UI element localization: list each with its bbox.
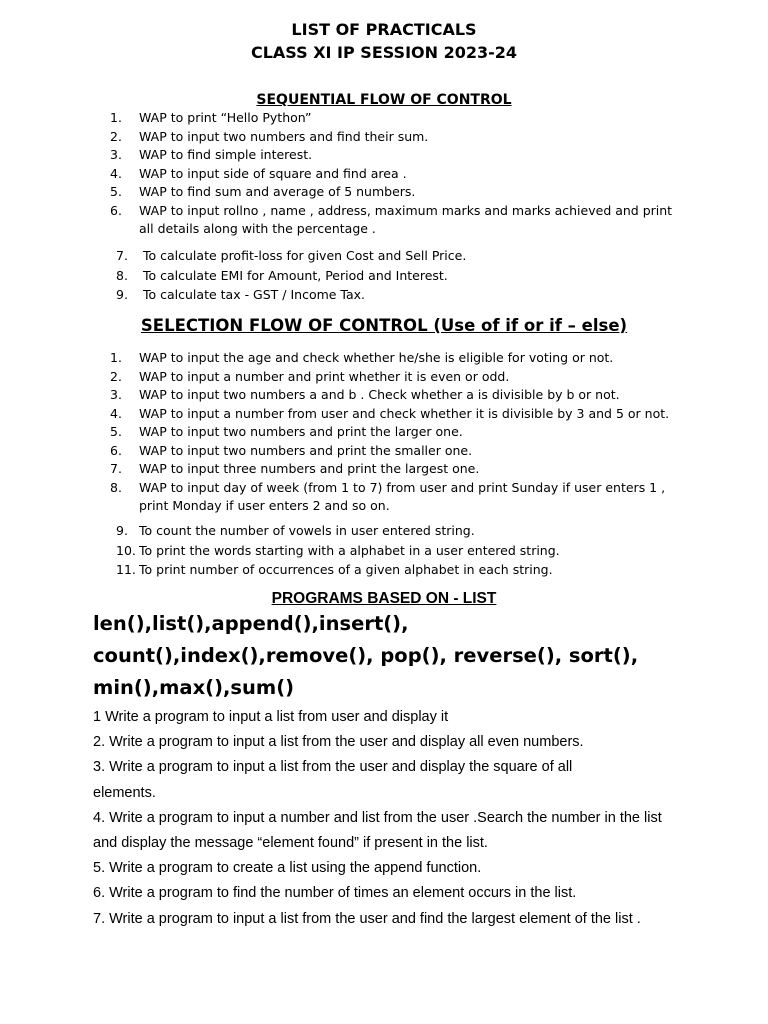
program-item: 1 Write a program to input a list from user and display it xyxy=(93,709,449,725)
list-item: 5. WAP to find sum and average of 5 numbers. xyxy=(110,184,416,199)
list-item: 11. To print number of occurrences of a given alphabet in each string. xyxy=(116,562,553,577)
list-item: 8. WAP to input day of week (from 1 to 7) from user and print Sunday if user enters 1 , print Monday if user enters 2 and so on. xyxy=(110,479,666,513)
list-item: 2. WAP to input two numbers and find their sum. xyxy=(110,128,429,144)
program-item: 7. Write a program to input a list from the user and find the largest element of the list . xyxy=(93,910,641,927)
selection-heading: SELECTION FLOW OF CONTROL (Use of if or if – else) xyxy=(140,316,628,335)
list-item: 6. WAP to input two numbers and print the smaller one. xyxy=(110,442,473,458)
page-title-line-1: LIST OF PRACTICALS xyxy=(291,20,477,39)
program-item: 5. Write a program to create a list using the append function. xyxy=(93,860,482,877)
sequential-heading: SEQUENTIAL FLOW OF CONTROL xyxy=(256,92,512,108)
list-item: 6. WAP to input rollno , name , address, maximum marks and marks achieved and print all details along with the percentage . xyxy=(110,202,673,236)
list-item: 8. To calculate EMI for Amount, Period and Interest. xyxy=(116,267,448,283)
program-item: 2. Write a program to input a list from the user and display all even numbers. xyxy=(93,734,584,751)
sequential-list xyxy=(0,109,679,239)
selection-list xyxy=(0,349,679,516)
list-item: 5. WAP to input two numbers and print the larger one. xyxy=(110,424,463,439)
list-item: 7. To calculate profit-loss for given Cost and Sell Price. xyxy=(116,248,467,263)
list-item: 1. WAP to print “Hello Python” xyxy=(110,110,312,125)
list-item: 1. WAP to input the age and check whether he/she is eligible for voting or not. xyxy=(110,350,614,365)
list-item: 3. WAP to find simple interest. xyxy=(110,147,313,162)
sequential-list-continued xyxy=(0,247,683,305)
list-item: 7. WAP to input three numbers and print the largest one. xyxy=(110,461,480,476)
list-item: 9. To calculate tax - GST / Income Tax. xyxy=(116,287,366,302)
list-item: 3. WAP to input two numbers a and b . Check whether a is divisible by b or not. xyxy=(110,387,620,402)
list-item: 9. To count the number of vowels in user entered string. xyxy=(116,523,475,538)
list-item: 10. To print the words starting with a alphabet in a user entered string. xyxy=(116,542,560,558)
program-item: 6. Write a program to find the number of times an element occurs in the list. xyxy=(93,885,577,902)
list-item: 4. WAP to input side of square and find area . xyxy=(110,165,407,181)
list-programs-heading: PROGRAMS BASED ON - LIST xyxy=(271,590,497,607)
list-functions: len(),list(),append(),insert(), count(),index(),remove(), pop(), reverse(), sort(), min(),max(),sum() xyxy=(93,612,639,699)
program-item: 4. Write a program to input a number and list from the user .Search the number in the list and display the message “element found” if present in the list. xyxy=(93,809,662,852)
list-item: 2. WAP to input a number and print whether it is even or odd. xyxy=(110,368,510,384)
program-item: 3. Write a program to input a list from the user and display the square of all elements. xyxy=(93,759,573,801)
list-programs-section xyxy=(93,608,693,932)
list-item: 4. WAP to input a number from user and check whether it is divisible by 3 and 5 or not. xyxy=(110,405,670,421)
selection-list-continued xyxy=(0,522,679,580)
page-title-line-2: CLASS XI IP SESSION 2023-24 xyxy=(250,43,518,62)
